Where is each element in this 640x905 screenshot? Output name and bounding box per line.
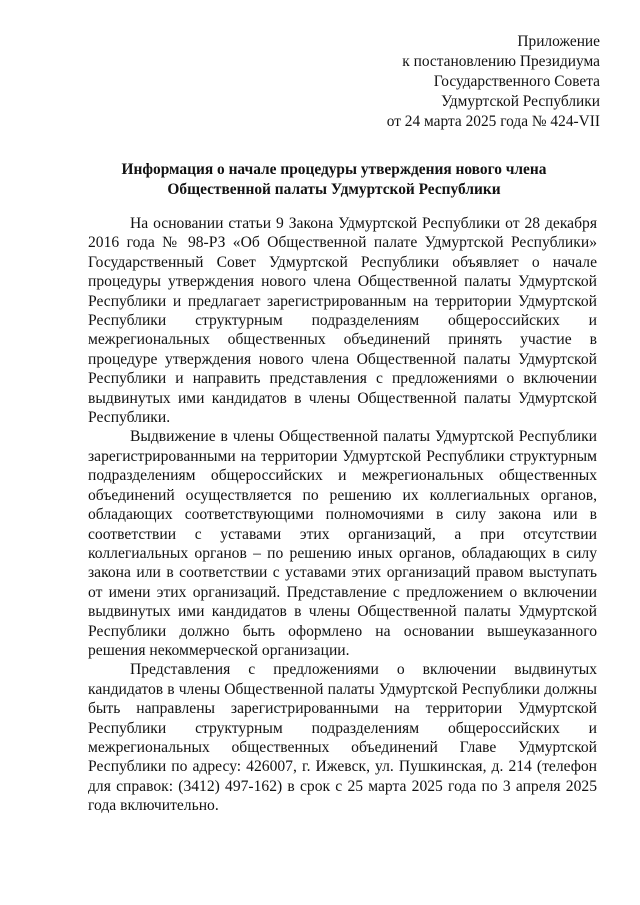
body-paragraph-2: Выдвижение в члены Общественной палаты Удмуртской Республики зарегистрированными на территории Удмуртской Республики структурным подразделениям общероссийских и межрегиональных общественных объединений осуществляется по решению их коллегиальных органов, обладающих соответствующими полномочиями в силу закона или в соответствии с уставами этих организаций, а при отсутствии коллегиальных органов – по решению иных органов, обладающих в силу закона или в соответствии с уставами этих организаций правом выступать от имени этих организаций. Представление с предложением о включении выдвинутых ими кандидатов в члены Общественной палаты Удмуртской Республики должно быть оформлено на основании вышеуказанного решения некоммерческой организации. — [88, 428, 597, 659]
appendix-label: Приложение — [517, 33, 600, 50]
document-title-line-2: Общественной палаты Удмуртской Республики — [167, 181, 501, 198]
body-paragraph-1: На основании статьи 9 Закона Удмуртской Республики от 28 декабря 2016 года № 98-РЗ «Об Общественной палате Удмуртской Республики» Государственный Совет Удмуртской Республики объявляет о начале процедуры утверждения нового члена Общественной палаты Удмуртской Республики и предлагает зарегистрированным на территории Удмуртской Республики структурным подразделениям общероссийских и межрегиональных общественных объединений принять участие в процедуре утверждения нового члена Общественной палаты Удмуртской Республики и направить представления с предложениями о включении выдвинутых ими кандидатов в члены Общественной палаты Удмуртской Республики. — [88, 215, 597, 427]
appendix-header — [387, 32, 600, 132]
body-paragraph-3: Представления с предложениями о включении выдвинутых кандидатов в члены Общественной палаты Удмуртской Республики должны быть направлены зарегистрированными на территории Удмуртской Республики структурным подразделениям общероссийских и межрегиональных общественных объединений Главе Удмуртской Республики по адресу: 426007, г. Ижевск, ул. Пушкинская, д. 214 (телефон для справок: (3412) 497-162) в срок с 25 марта 2025 года по 3 апреля 2025 года включительно. — [88, 661, 597, 815]
appendix-date-number: от 24 марта 2025 года № 424-VII — [386, 113, 600, 130]
document-title-line-1: Информация о начале процедуры утверждения нового члена — [121, 161, 547, 178]
appendix-council: Государственного Совета — [433, 73, 600, 90]
appendix-resolution: к постановлению Президиума — [402, 53, 600, 70]
appendix-republic: Удмуртской Республики — [441, 93, 600, 110]
document-body — [88, 214, 597, 816]
document-title — [88, 160, 580, 200]
